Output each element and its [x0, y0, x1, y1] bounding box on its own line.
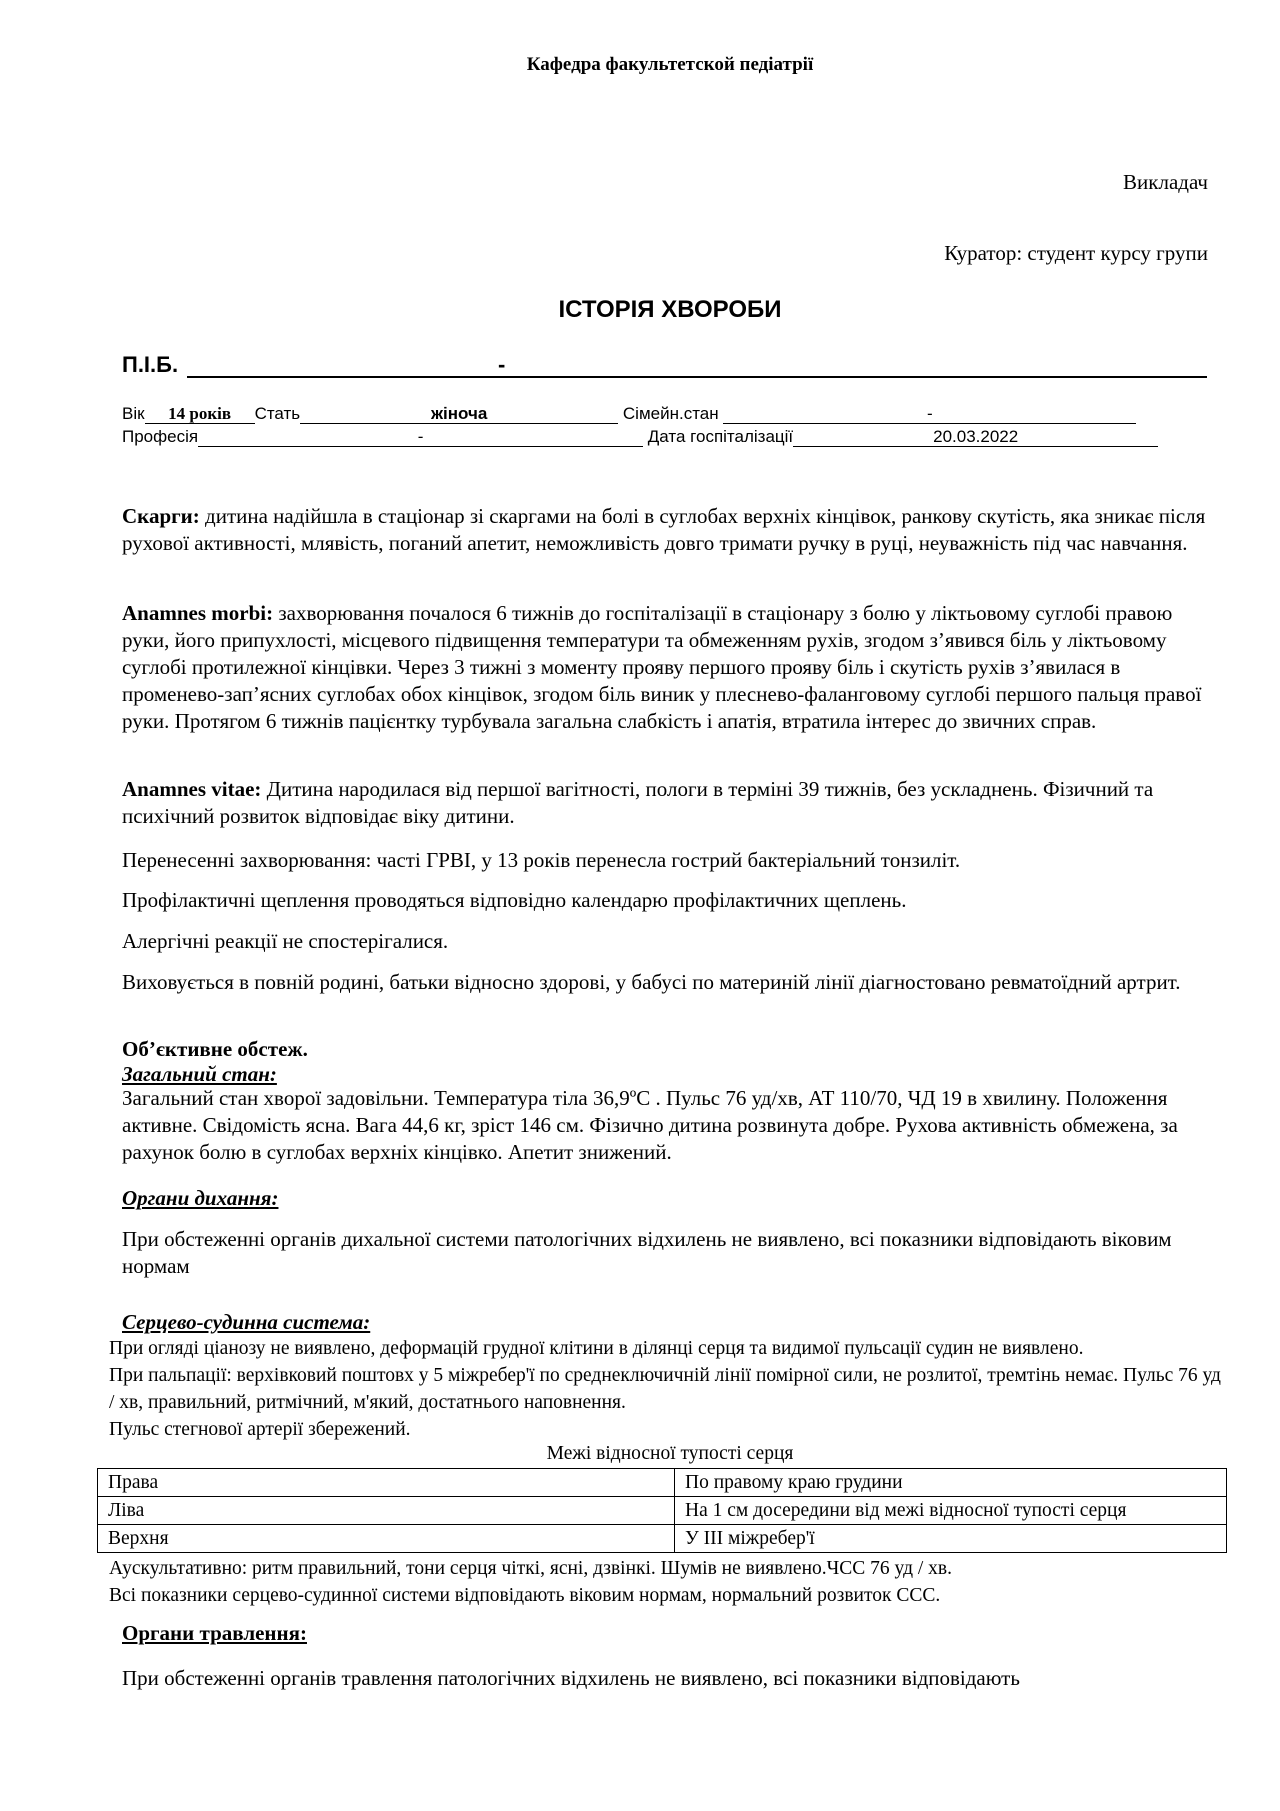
dullness-table	[97, 1468, 1227, 1553]
anamnes-vitae-label: Anamnes vitae:	[122, 777, 262, 801]
hosp-date-value: 20.03.2022	[793, 427, 1158, 447]
table-cell-value: У III міжребер'ї	[675, 1525, 1227, 1553]
cardio-summary-line: Всі показники серцево-судинної системи відповідають віковим нормам, нормальний розвиток ССС.	[109, 1585, 941, 1606]
cardio-summary-block	[109, 1555, 1229, 1609]
cardio-palpation-line: При пальпації: верхівковий поштовх у 5 міжребер'ї по среднеключичній лінії помірної сили, не розлитої, тремтінь немає. Пульс 76 уд / хв, правильний, ритмічний, м'який, достатнього наповнення.	[109, 1365, 1221, 1413]
pib-value: -	[498, 352, 506, 377]
pib-label: П.І.Б.	[122, 352, 179, 377]
profession-value: -	[198, 427, 643, 447]
cardio-inspection-block	[109, 1335, 1229, 1443]
hosp-date-label: Дата госпіталізації	[647, 427, 794, 446]
department-heading: Кафедра факультетской педіатрії	[526, 54, 814, 75]
table-row	[98, 1525, 1227, 1553]
table-cell-side: Права	[98, 1469, 675, 1497]
table-cell-value: На 1 см досередини від межі відносної тупості серця	[675, 1497, 1227, 1525]
marital-value: -	[723, 404, 1136, 424]
general-state-text: Загальний стан хворої задовільни. Температура тіла 36,9ºС . Пульс 76 уд/хв, АТ 110/70, ЧД 19 в хвилину. Положення активне. Свідомість ясна. Вага 44,6 кг, зріст 146 см. Фізично дитина розвинута добре. Рухова активність обмежена, за рахунок болю в суглобах верхніх кінцівко. Апетит знижений.	[122, 1086, 1178, 1164]
cardio-label: Серцево-судинна система:	[122, 1310, 371, 1334]
general-state-heading: Загальний стан:	[122, 1062, 277, 1086]
objective-label: Об’єктивне обстеж.	[122, 1037, 308, 1061]
sex-value: жіноча	[300, 404, 618, 424]
anamnes-morbi-paragraph	[122, 600, 1212, 735]
pib-row	[122, 352, 1207, 378]
respiratory-label: Органи дихання:	[122, 1186, 279, 1210]
digestive-text: При обстеженні органів травлення патологічних відхилень не виявлено, всі показники відповідають	[122, 1666, 1020, 1690]
digestive-heading	[122, 1620, 1212, 1647]
dullness-table-caption: Межі відносної тупості серця	[546, 1443, 794, 1464]
table-cell-side: Верхня	[98, 1525, 675, 1553]
past-diseases-paragraph: Перенесенні захворювання: часті ГРВІ, у 13 років перенесла гострий бактеріальний тонзиліт.	[122, 848, 961, 872]
age-value: 14 років	[145, 404, 255, 424]
complaints-label: Скарги:	[122, 504, 200, 528]
respiratory-heading	[122, 1185, 1212, 1212]
vaccinations-paragraph: Профілактичні щеплення проводяться відповідно календарю профілактичних щеплень.	[122, 888, 907, 912]
family-paragraph: Виховується в повній родині, батьки відносно здорові, у бабусі по материній лінії діагностовано ревматоїдний артрит.	[122, 970, 1181, 994]
auscultation-line: Аускультативно: ритм правильний, тони серця чіткі, ясні, дзвінкі. Шумів не виявлено.ЧСС 76 уд / хв.	[109, 1558, 953, 1579]
allergy-paragraph: Алергічні реакції не спостерігалися.	[122, 929, 449, 953]
femoral-pulse-line: Пульс стегнової артерії збережений.	[109, 1419, 411, 1440]
cardio-heading	[122, 1309, 1212, 1336]
sex-label: Стать	[254, 404, 301, 423]
teacher-line: Викладач	[1123, 170, 1208, 194]
profession-label: Професія	[122, 427, 199, 446]
complaints-paragraph	[122, 503, 1212, 557]
table-row	[98, 1497, 1227, 1525]
profession-date-row	[122, 427, 1158, 447]
respiratory-text: При обстеженні органів дихальної системи патологічних відхилень не виявлено, всі показники відповідають віковим нормам	[122, 1227, 1172, 1278]
table-cell-value: По правому краю грудини	[675, 1469, 1227, 1497]
age-label: Вік	[122, 404, 145, 423]
anamnes-vitae-paragraph	[122, 776, 1212, 830]
marital-label: Сімейн.стан	[622, 404, 719, 423]
anamnes-vitae-text: Дитина народилася від першої вагітності, пологи в терміні 39 тижнів, без ускладнень. Фізичний та психічний розвиток відповідає віку дитини.	[122, 777, 1154, 828]
complaints-text: дитина надійшла в стаціонар зі скаргами на болі в суглобах верхніх кінцівок, ранкову скутість, яка зникає після рухової активності, млявість, поганий апетит, неможливість довго тримати ручку в руці, неуважність під час навчання.	[122, 504, 1206, 555]
table-cell-side: Ліва	[98, 1497, 675, 1525]
pib-underline	[187, 376, 1207, 378]
curator-line: Куратор: студент курсу групи	[944, 241, 1208, 265]
digestive-label: Органи травлення:	[122, 1621, 307, 1645]
cardio-inspection-line: При огляді ціанозу не виявлено, деформацій грудної клітини в ділянці серця та видимої пульсації судин не виявлено.	[109, 1338, 1084, 1359]
objective-section	[122, 1036, 1212, 1166]
table-row	[98, 1469, 1227, 1497]
anamnes-morbi-text: захворювання почалося 6 тижнів до госпіталізації в стаціонару з болю у ліктьовому суглобі правою руки, його припухлості, місцевого підвищення температури та обмеженням рухів, згодом з’явився біль у ліктьовому суглобі протилежної кінцівки. Через 3 тижні з моменту прояву першого прояву біль і скутість рухів з’явилася в променево-зап’ясних суглобах обох кінцівок, згодом біль виник у плесневo-фаланговому суглобі першого пальця правої руки. Протягом 6 тижнів пацієнтку турбувала загальна слабкість і апатія, втратила інтерес до звичних справ.	[122, 601, 1202, 733]
age-sex-row	[122, 404, 1136, 424]
anamnes-morbi-label: Anamnes morbi:	[122, 601, 274, 625]
document-title: ІСТОРІЯ ХВОРОБИ	[558, 296, 782, 323]
